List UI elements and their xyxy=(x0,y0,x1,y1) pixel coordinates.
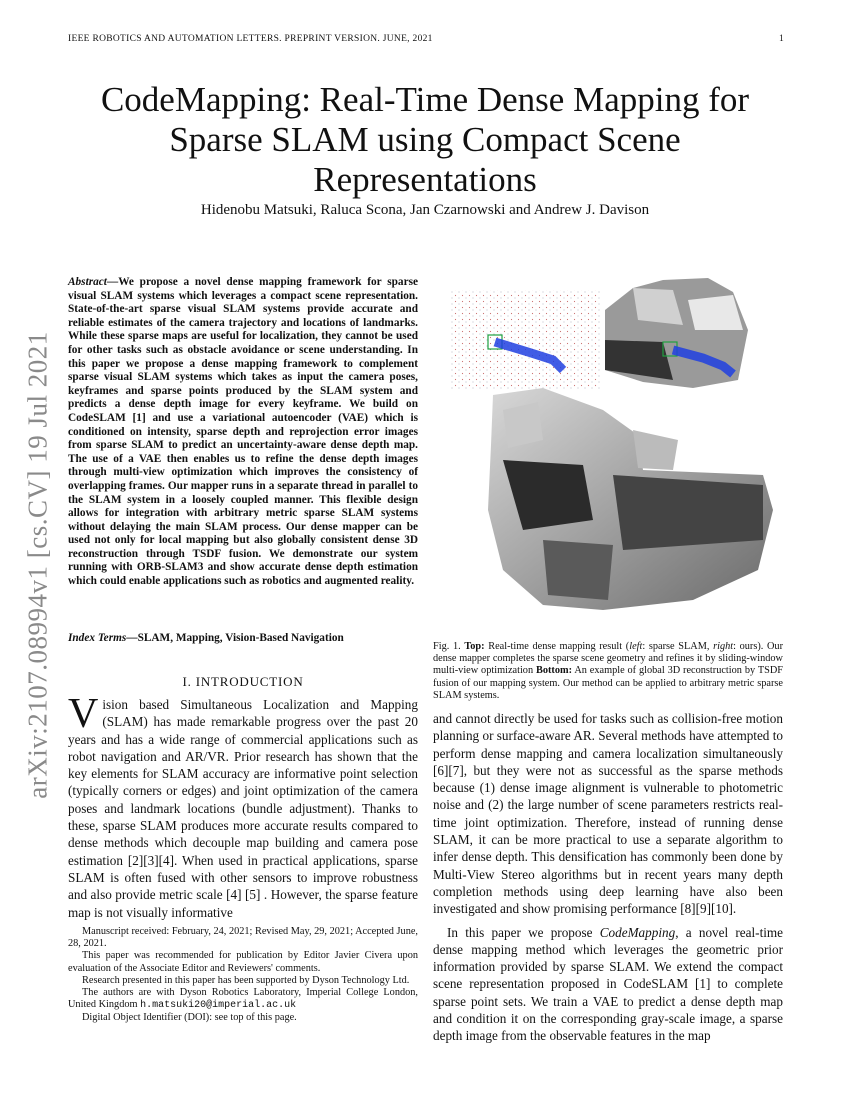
footnote-doi: Digital Object Identifier (DOI): see top of this page. xyxy=(82,1012,297,1024)
right-paragraph-2 xyxy=(433,924,783,1045)
figure-1-image xyxy=(433,270,783,630)
abstract-label: Abstract xyxy=(68,276,107,288)
footnote-support: Research presented in this paper has been supported by Dyson Technology Ltd. xyxy=(82,974,410,986)
sparse-slam-view xyxy=(451,290,601,390)
method-name: CodeMapping xyxy=(599,924,676,940)
figure-1-caption xyxy=(433,641,783,702)
p2-text-end: , a novel real-time dense mapping method which leverages the geometric prior information provided by sparse SLAM. We extend the compact scene representation proposed in CodeSLAM [1] to complete sparse point sets. We train a VAE to predict a dense depth map and condition it on the corresponding gray-scale image, a sparse depth image from the observable features in the map xyxy=(433,924,784,1044)
footnote-recommended: This paper was recommended for publication by Editor Javier Civera upon evaluation of the Associate Editor and Reviewers' comments. xyxy=(68,950,418,974)
caption-text-1: Real-time dense mapping result ( xyxy=(484,641,630,652)
figure-1 xyxy=(433,270,783,630)
tsdf-reconstruction-view xyxy=(488,388,773,610)
caption-right: right xyxy=(713,641,734,652)
caption-text-4: An example of global 3D reconstruction by TSDF fusion of our mapping system. Our method can be applied to arbitrary metric sparse SLAM systems. xyxy=(433,665,783,701)
footnote-affiliation xyxy=(68,987,418,1012)
caption-bottom-label: Bottom: xyxy=(535,665,573,677)
intro-paragraph xyxy=(68,691,418,921)
author-list: Hidenobu Matsuki, Raluca Scona, Jan Czarnowski and Andrew J. Davison xyxy=(200,202,650,218)
affiliation-text: The authors are with Dyson Robotics Laboratory, Imperial College London, United Kingdom xyxy=(68,987,418,1011)
dense-mapping-view xyxy=(605,278,748,388)
footnote-received: Manuscript received: February, 24, 2021; Revised May, 29, 2021; Accepted June, 28, 2021. xyxy=(68,926,418,950)
section-heading: I. INTRODUCTION xyxy=(182,674,304,689)
arxiv-stamp-text: arXiv:2107.08994v1 [cs.CV] 19 Jul 2021 xyxy=(22,331,53,799)
caption-label: Fig. 1. xyxy=(433,641,461,652)
p2-text-start: In this paper we propose xyxy=(447,924,600,940)
arxiv-stamp xyxy=(18,285,58,845)
caption-top-label: Top: xyxy=(464,641,485,652)
caption-text-3: : ours). Our dense mapper completes the sparse scene geometry and refines it by sliding-window multi-view optimization xyxy=(433,641,784,677)
drop-cap: V xyxy=(68,691,99,737)
intro-text: ision based Simultaneous Localization and Mapping (SLAM) has made remarkable progress over the past 20 years and has a wide range of commercial applications such as robot navigation and AR/VR. Prior research has shown that the key elements for SLAM accuracy are informative point selection (typically corners or edges) and joint optimization of the camera poses and landmark locations (bundle adjustment). Thanks to these, sparse SLAM produces more accurate results compared to dense methods which decouple map building and camera pose estimation [2][3][4]. When used in practical applications, sparse SLAM is often fused with other sensors to improve robustness and also provide metric scale [4] [5] . However, the sparse feature map is not visually informative xyxy=(68,697,418,920)
author-email: h.matsuki20@imperial.ac.uk xyxy=(140,1000,297,1012)
abstract xyxy=(68,276,418,589)
paper-title: CodeMapping: Real-Time Dense Mapping for Sparse SLAM using Compact Scene Representations xyxy=(100,80,750,199)
right-column-body xyxy=(433,710,783,1045)
abstract-text: —We propose a novel dense mapping framework for sparse visual SLAM systems which leverages a compact scene representation. State-of-the-art sparse visual SLAM systems provide accurate and reliable estimates of the camera trajectory and locations of landmarks. While these sparse maps are useful for localization, they cannot be used for other tasks such as obstacle avoidance or scene understanding. In this paper we propose a dense mapping framework to complement sparse visual SLAM systems which takes as input the camera poses, keyframes and sparse points produced by the SLAM system and predicts a dense depth image for every keyframe. We build on CodeSLAM [1] and use a variational autoencoder (VAE) which is conditioned on intensity, sparse depth and reprojection error images from sparse SLAM to predict an uncertainty-aware dense depth map. The use of a VAE then enables us to refine the dense depth images through multi-view optimization which improves the consistency of overlapping frames. Our mapper runs in a separate thread in parallel to the SLAM system in a loosely coupled manner. This flexible design allows for integration with arbitrary metric sparse SLAM systems without delaying the main SLAM process. Our dense mapper can be used not only for local mapping but also globally consistent dense 3D reconstruction through TSDF fusion. We demonstrate our system running with ORB-SLAM3 and show accurate dense depth estimation which could enable applications such as robotics and augmented reality. xyxy=(68,276,418,588)
running-header xyxy=(68,34,784,44)
index-terms-label: Index Terms xyxy=(68,632,127,644)
caption-text-2: : sparse SLAM, xyxy=(642,641,714,652)
index-terms xyxy=(68,632,418,646)
footnotes xyxy=(68,926,418,1025)
page-number: 1 xyxy=(778,34,784,44)
caption-left: left xyxy=(629,641,643,652)
right-paragraph-1: and cannot directly be used for tasks such as collision-free motion planning or surface-aware AR. Several methods have attempted to perform dense mapping and camera localization simultaneously [6][7], but they were not as successful as the sparse methods because (1) dense image alignment is vulnerable to photometric noise and (2) the large number of scene parameters restricts real-time joint optimization. Therefore, instead of running dense SLAM, it can be more practical to use a separate algorithm to infer dense depth. This densification has commonly been done by Multi-View Stereo algorithms but in recent years many depth completion methods using deep learning have also been investigated and show promising performance [8][9][10]. xyxy=(433,711,783,917)
journal-name: IEEE ROBOTICS AND AUTOMATION LETTERS. PREPRINT VERSION. JUNE, 2021 xyxy=(68,34,433,44)
index-terms-text: —SLAM, Mapping, Vision-Based Navigation xyxy=(126,632,344,644)
